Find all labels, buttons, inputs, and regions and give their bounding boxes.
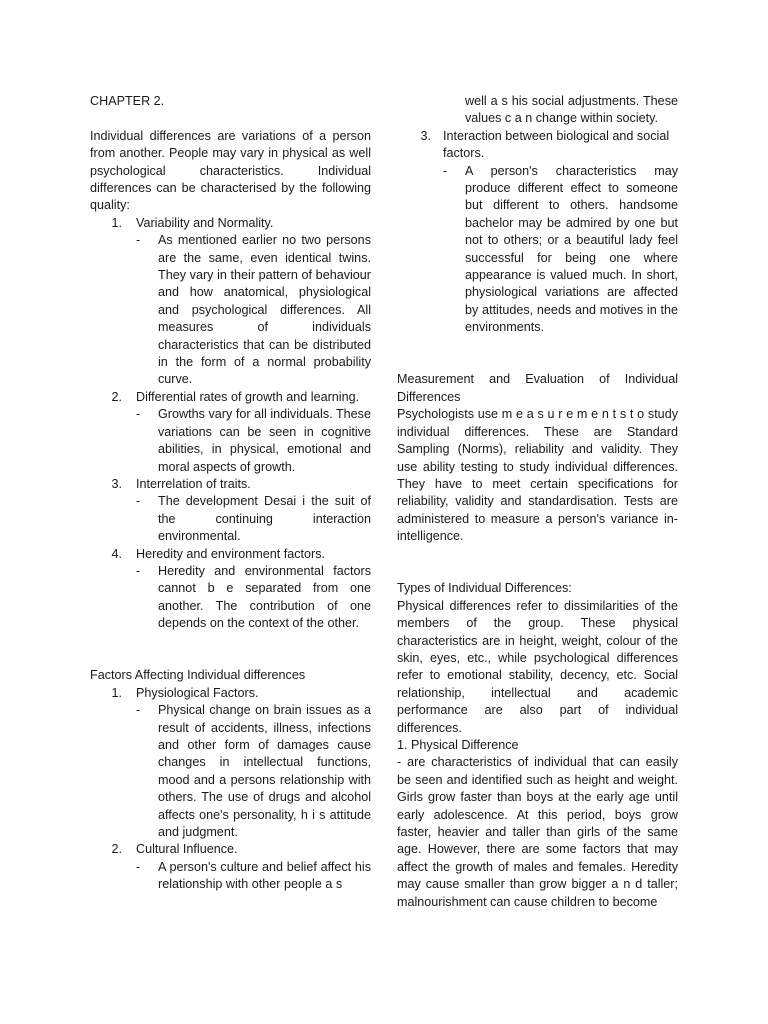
list-label: Interrelation of traits. — [136, 476, 251, 491]
quality-detail-4 — [90, 563, 371, 633]
chapter-heading: CHAPTER 2. — [90, 94, 165, 108]
types-paragraph: Physical differences refer to dissimilarities of the members of the group. These physical characteristics are in height, weight, colour of the skin, eyes, etc., while psychological differences refer to emotional stability, decency, etc. Social relationship, intellectual and academic performance are also part of individual differences. — [397, 598, 678, 735]
dash-bullet: - — [136, 233, 141, 248]
list-detail: A person's characteristics may produce different effect to someone but different to others. handsome bachelor may be admired by one but not to others; or a beautiful lady feel successful for being one where appearance is valued much. In short, physiological variations are affected by attitudes, needs and motives in the environments. — [465, 163, 678, 335]
dash-bullet: - — [136, 703, 141, 718]
dash-bullet: - — [136, 407, 141, 422]
measurement-paragraph: Psychologists use m e a s u r e m e n t s t o study individual differences. These are Standard Sampling (Norms), reliability and validity. They use ability testing to study individual differences. They have to meet certain specifications for reliability, validity and standardisation. Tests are administered to measure a person's variance in-intelligence. — [397, 407, 678, 544]
list-detail: Growths vary for all individuals. These variations can be seen in cognitive abilities, in physical, emotional and moral aspects of growth. — [158, 407, 371, 474]
right-column — [397, 93, 678, 911]
factor-detail-3 — [397, 163, 678, 337]
quality-item-1 — [90, 215, 371, 232]
list-number: 1. — [111, 685, 122, 700]
list-detail: As mentioned earlier no two persons are the same, even identical twins. They vary in their pattern of behaviour and how anatomical, physiological and psychological differences. All measures of individuals characteristics that can be distributed in the form of a normal probability curve. — [158, 233, 371, 387]
factor-item-2 — [90, 841, 371, 858]
quality-detail-1 — [90, 232, 371, 389]
quality-item-3 — [90, 476, 371, 493]
dash-bullet: - — [136, 563, 141, 578]
list-detail: Physical change on brain issues as a result of accidents, illness, infections and other form of damages cause changes in intellectual functions, mood and a persons relationship with others. The use of drugs and alcohol affects one's personality, h i s attitude and judgment. — [158, 703, 371, 840]
list-number: 2. — [111, 842, 122, 857]
list-detail: Heredity and environmental factors cannot b e separated from one another. The contribution of one depends on the context of the other. — [158, 563, 371, 631]
types-heading: Types of Individual Differences: — [397, 581, 572, 596]
quality-item-4 — [90, 546, 371, 563]
list-label: Heredity and environment factors. — [136, 546, 325, 561]
dash-bullet: - — [136, 859, 141, 874]
factor-item-3 — [397, 128, 678, 163]
list-label: Interaction between biological and social factors. — [443, 128, 670, 161]
factor-detail-1 — [90, 702, 371, 841]
intro-paragraph: Individual differences are variations of a person from another. People may vary in physical as well psychological characteristics. Individual differences can be characterised by the following quality: — [90, 128, 371, 213]
list-number: 2. — [111, 389, 122, 404]
list-number: 4. — [111, 546, 122, 561]
physical-difference-heading: 1. Physical Difference — [397, 738, 519, 752]
dash-bullet: - — [443, 163, 448, 178]
measurement-heading: Measurement and Evaluation of Individual Differences — [397, 372, 678, 404]
factors-heading: Factors Affecting Individual differences — [90, 668, 306, 683]
quality-detail-2 — [90, 406, 371, 476]
list-label: Cultural Influence. — [136, 842, 238, 857]
list-number: 1. — [111, 215, 122, 230]
list-detail: A person's culture and belief affect his relationship with other people a s — [158, 859, 371, 892]
list-label: Variability and Normality. — [136, 215, 274, 230]
list-label: Differential rates of growth and learning. — [136, 389, 360, 404]
quality-detail-3 — [90, 493, 371, 545]
list-label: Physiological Factors. — [136, 685, 259, 700]
dash-bullet: - — [136, 494, 141, 509]
list-number: 3. — [111, 476, 122, 491]
left-column — [90, 93, 371, 894]
list-detail: The development Desai i the suit of the continuing interaction environmental. — [158, 494, 371, 544]
continued-text: well a s his social adjustments. These values c a n change within society. — [465, 94, 678, 126]
factor-detail-2 — [90, 859, 371, 894]
quality-item-2 — [90, 389, 371, 406]
factor-item-1 — [90, 685, 371, 702]
list-number: 3. — [420, 128, 431, 143]
physical-difference-paragraph: - are characteristics of individual that can easily be seen and identified such as height and weight. Girls grow faster than boys at the early age until early adolescence. At this period, boys grow faster, heavier and taller than girls of the same age. However, there are some factors that may affect the growth of males and females. Heredity may cause smaller than grow bigger a n d taller; malnourishment can cause children to become — [397, 755, 678, 909]
